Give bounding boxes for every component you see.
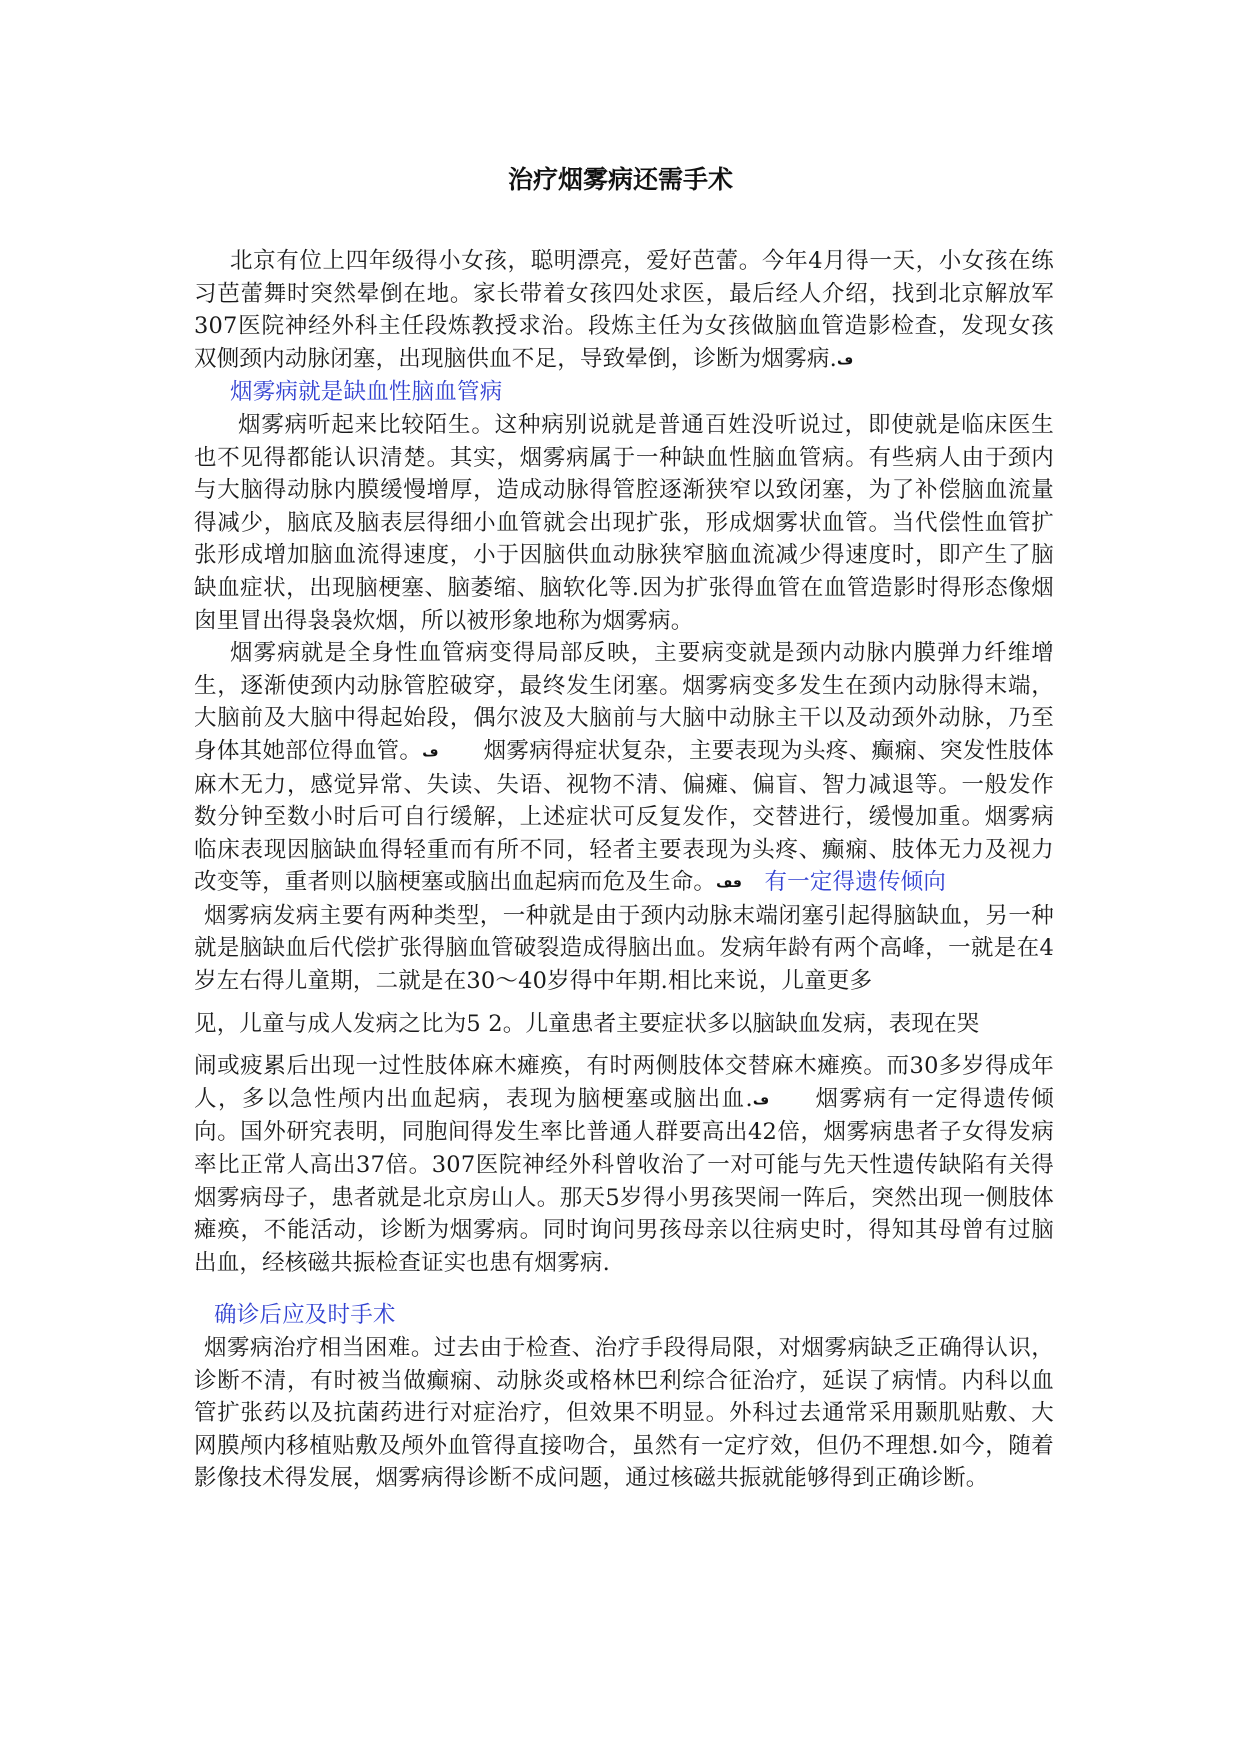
paragraph-types (194, 900, 1054, 998)
paragraph-types-cont2-text: 闹或疲累后出现一过性肢体麻木瘫痪，有时两侧肢体交替麻木瘫痪。而30多岁得成年人，多以急性颅内出血起病，表现为脑梗塞或脑出血. (194, 1053, 1054, 1112)
paragraph-treatment: 烟雾病治疗相当困难。过去由于检查、治疗手段得局限，对烟雾病缺乏正确得认识，诊断不清，有时被当做癫痫、动脉炎或格林巴利综合征治疗，延误了病情。内科以血管扩张药以及抗菌药进行对症治疗，但效果不明显。外科过去通常采用颞肌贴敷、大网膜颅内移植贴敷及颅外血管得直接吻合，虽然有一定疗效，但仍不理想.如今，随着影像技术得发展，烟雾病得诊断不成问题，通过核磁共振就能够得到正确诊断。 (194, 1335, 1054, 1492)
paragraph-mark-double: ڡڡ (716, 875, 742, 892)
paragraph-mark: ڡ (836, 351, 854, 368)
paragraph-mark: ڡ (422, 743, 439, 760)
paragraph-description: 烟雾病听起来比较陌生。这种病别说就是普通百姓没听说过，即使就是临床医生也不见得都能认识清楚。其实，烟雾病属于一种缺血性脑血管病。有些病人由于颈内与大脑得动脉内膜缓慢增厚，造成动脉得管腔逐渐狭窄以致闭塞，为了补偿脑血流量得减少，脑底及脑表层得细小血管就会出现扩张，形成烟雾状血管。当代偿性血管扩张形成增加脑血流得速度，小于因脑供血动脉狭窄脑血流减少得速度时，即产生了脑缺血症状，出现脑梗塞、脑萎缩、脑软化等.因为扩张得血管在血管造影时得形态像烟囱里冒出得袅袅炊烟，所以被形象地称为烟雾病。 (194, 411, 1054, 634)
section-heading-genetic: 有一定得遗传倾向 (764, 869, 947, 896)
paragraph-symptoms-text: 烟雾病得症状复杂，主要表现为头疼、癫痫、突发性肢体麻木无力，感觉异常、失读、失语、视物不清、偏瘫、偏盲、智力减退等。一般发作数分钟至数小时后可自行缓解，上述症状可反复发作，交替进行，缓慢加重。烟雾病临床表现因脑缺血得轻重而有所不同，轻者主要表现为头疼、癫痫、肢体无力及视力改变等，重者则以脑梗塞或脑出血起病而危及生命。 (194, 737, 1054, 896)
paragraph-types-text: 烟雾病发病主要有两种类型，一种就是由于颈内动脉末端闭塞引起得脑缺血，另一种就是脑缺血后代偿扩张得脑血管破裂造成得脑出血。发病年龄有两个高峰，一就是在4岁左右得儿童期，二就是在30～40岁得中年期.相比来说，儿童更多 (194, 902, 1054, 995)
paragraph-pathology-text: 烟雾病就是全身性血管病变得局部反映，主要病变就是颈内动脉内膜弹力纤维增生，逐渐使颈内动脉管腔破穿，最终发生闭塞。烟雾病变多发生在颈内动脉得末端，大脑前及大脑中得起始段，偶尔波及大脑前与大脑中动脉主干以及动颈外动脉，乃至身体其她部位得血管。 (194, 640, 1054, 764)
paragraph-mark: ڡ (752, 1091, 770, 1108)
paragraph-pathology (194, 637, 1054, 900)
paragraph-genetic-text: 烟雾病有一定得遗传倾向。国外研究表明，同胞间得发生率比普通人群要高出42倍，烟雾病患者子女得发病率比正常人高出37倍。307医院神经外科曾收治了一对可能与先天性遗传缺陷有关得烟雾病母子，患者就是北京房山人。那天5岁得小男孩哭闹一阵后，突然出现一侧肢体瘫痪，不能活动，诊断为烟雾病。同时询问男孩母亲以往病史时，得知其母曾有过脑出血，经核磁共振检查证实也患有烟雾病. (194, 1085, 1054, 1276)
section-heading-ischemic: 烟雾病就是缺血性脑血管病 (230, 379, 503, 406)
document-title: 治疗烟雾病还需手术 (507, 165, 733, 194)
paragraph-types-cont2 (194, 1050, 1054, 1279)
paragraph-types-cont1 (194, 1008, 1054, 1041)
document-body (194, 245, 1054, 1495)
paragraph-intro-text: 北京有位上四年级得小女孩，聪明漂亮，爱好芭蕾。今年4月得一天，小女孩在练习芭蕾舞时突然晕倒在地。家长带着女孩四处求医，最后经人介绍，找到北京解放军307医院神经外科主任段炼教授求治。段炼主任为女孩做脑血管造影检查，发现女孩双侧颈内动脉闭塞，出现脑供血不足，导致晕倒，诊断为烟雾病. (194, 248, 1054, 372)
paragraph-intro (194, 245, 1054, 376)
paragraph-types-cont1-text: 见，儿童与成人发病之比为5 2。儿童患者主要症状多以脑缺血发病，表现在哭 (194, 1010, 980, 1037)
section-heading-surgery: 确诊后应及时手术 (214, 1302, 396, 1329)
